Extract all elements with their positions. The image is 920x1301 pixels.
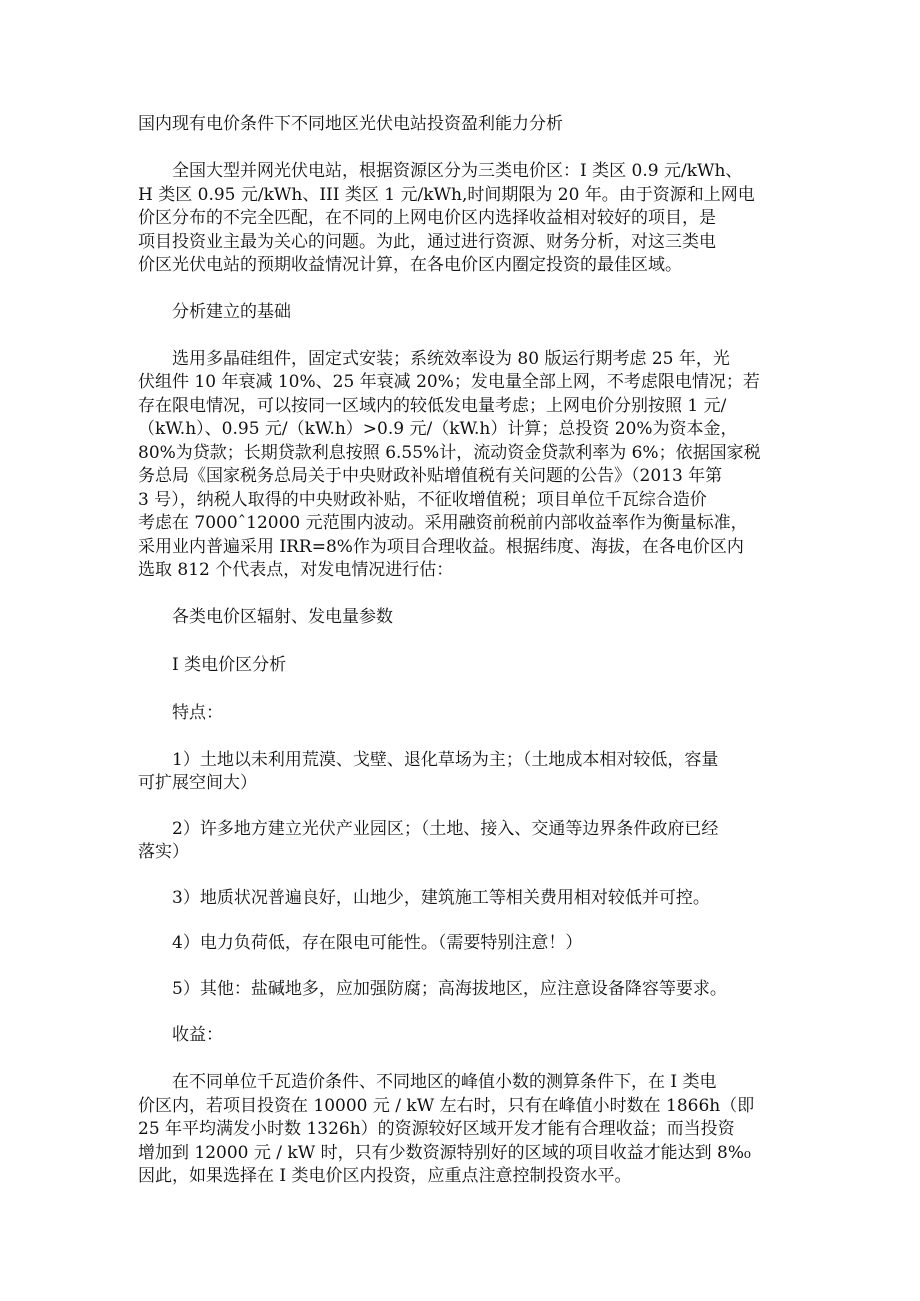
feature-item-4 [138,932,786,956]
returns-line: 价区内，若项目投资在 10000 元 / kW 左右时，只有在峰值小时数在 1866h（即 [138,1095,755,1116]
basis-line: 存在限电情况，可以按同一区域内的较低发电量考虑；上网电价分别按照 1 元/ [138,395,727,416]
returns-heading: 收益： [172,1025,223,1045]
returns-line: 因此，如果选择在 I 类电价区内投资，应重点注意控制投资水平。 [138,1166,632,1186]
document-page [138,112,786,1211]
feature-line: 2）许多地方建立光伏产业园区；（土地、接入、交通等边界条件政府已经 [172,818,719,839]
feature-line: 4）电力负荷低，存在限电可能性。（需要特别注意！） [172,933,583,953]
feature-item-1 [138,749,786,796]
basis-line: （kW.h）、0.95 元/（kW.h）>0.9 元/（kW.h）计算；总投资 20%为资本金， [138,419,738,439]
returns-paragraph [138,1071,786,1189]
basis-line: 80%为贷款；长期贷款利息按照 6.55%计，流动资金贷款利率为 6%；依据国家税 [138,442,761,463]
intro-paragraph [138,160,786,278]
basis-line: 伏组件 10 年衰减 10%、25 年衰减 20%；发电量全部上网，不考虑限电情况；若 [138,372,760,392]
feature-item-2 [138,818,786,865]
feature-line: 3）地质状况普遍良好，山地少，建筑施工等相关费用相对较低并可控。 [172,887,710,908]
document-title: 国内现有电价条件下不同地区光伏电站投资盈利能力分析 [138,114,563,134]
intro-line: 价区分布的不完全匹配，在不同的上网电价区内选择收益相对较好的项目，是 [138,208,716,228]
basis-line: 采用业内普遍采用 IRR=8%作为项目合理收益。根据纬度、海拔，在各电价区内 [138,536,744,557]
basis-heading: 分析建立的基础 [172,301,291,322]
basis-line: 选取 812 个代表点，对发电情况进行估： [138,560,454,580]
params-heading: 各类电价区辐射、发电量参数 [172,606,393,627]
basis-line: 务总局《国家税务总局关于中央财政补贴增值税有关问题的公告》（2013 年第 [138,466,723,486]
features-heading: 特点： [172,702,223,723]
feature-line: 落实） [138,842,189,862]
intro-line: 全国大型并网光伏电站，根据资源区分为三类电价区：I 类区 0.9 元/kWh、 [172,161,743,181]
zone1-heading: I 类电价区分析 [172,654,287,675]
feature-line: 1）土地以未利用荒漠、戈壁、退化草场为主；（土地成本相对较低，容量 [172,749,719,770]
intro-line: H 类区 0.95 元/kWh、III 类区 1 元/kWh,时间期限为 20 年。由于资源和上网电 [138,184,755,205]
basis-line: 3 号），纳税人取得的中央财政补贴，不征收增值税；项目单位千瓦综合造价 [138,489,707,510]
returns-line: 在不同单位千瓦造价条件、不同地区的峰值小数的测算条件下，在 I 类电 [172,1072,717,1092]
basis-line: 选用多晶硅组件，固定式安装；系统效率设为 80 版运行期考虑 25 年，光 [172,348,730,369]
returns-line: 增加到 12000 元 / kW 时，只有少数资源特别好的区域的项目收益才能达到 8%₀ [138,1142,751,1163]
feature-item-5 [138,978,786,1002]
intro-line: 价区光伏电站的预期收益情况计算，在各电价区内圈定投资的最佳区域。 [138,255,682,275]
feature-line: 可扩展空间大） [138,773,257,793]
basis-paragraph [138,348,786,583]
returns-line: 25 年平均满发小时数 1326h）的资源较好区域开发才能有合理收益；而当投资 [138,1119,735,1139]
intro-line: 项目投资业主最为关心的问题。为此，通过进行资源、财务分析，对这三类电 [138,231,716,252]
basis-line: 考虑在 7000ˆ12000 元范围内波动。采用融资前税前内部收益率作为衡量标准， [138,513,748,533]
feature-line: 5）其他：盐碱地多，应加强防腐；高海拔地区，应注意设备降容等要求。 [172,978,727,999]
feature-item-3 [138,887,786,911]
